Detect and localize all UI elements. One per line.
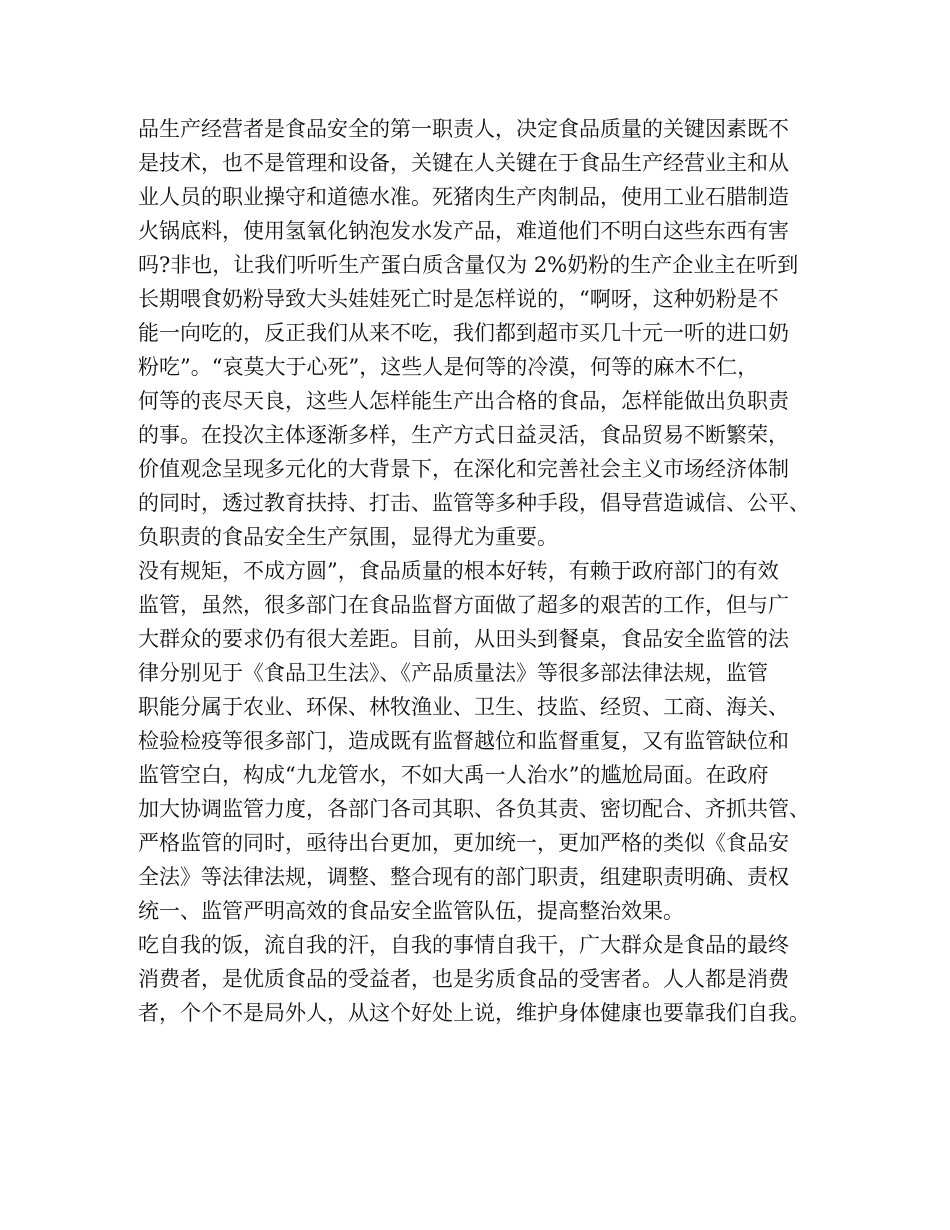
text-line: 吗?非也，让我们听听生产蛋白质含量仅为 2%奶粉的生产企业主在听到 (138, 253, 799, 277)
text-line: 律分别见于《食品卫生法》、《产品质量法》等很多部法律法规，监管 (138, 661, 768, 685)
text-line: 没有规矩，不成方圆”，食品质量的根本好转，有赖于政府部门的有效 (138, 559, 779, 583)
text-line: 是技术，也不是管理和设备，关键在人关键在于食品生产经营业主和从 (138, 151, 789, 175)
text-line: 的事。在投次主体逐渐多样，生产方式日益灵活，食品贸易不断繁荣， (138, 423, 789, 447)
text-line: 检验检疫等很多部门，造成既有监督越位和监督重复，又有监管缺位和 (138, 729, 789, 753)
document-body (138, 112, 828, 1030)
text-line: 全法》等法律法规，调整、整合现有的部门职责，组建职责明确、责权 (138, 865, 789, 889)
text-line: 职能分属于农业、环保、林牧渔业、卫生、技监、经贸、工商、海关、 (138, 695, 789, 719)
text-line: 火锅底料，使用氢氧化钠泡发水发产品，难道他们不明白这些东西有害 (138, 219, 789, 243)
text-line: 大群众的要求仍有很大差距。目前，从田头到餐桌，食品安全监管的法 (138, 627, 789, 651)
text-line: 品生产经营者是食品安全的第一职责人，决定食品质量的关键因素既不 (138, 117, 789, 141)
text-line: 能一向吃的，反正我们从来不吃，我们都到超市买几十元一听的进口奶 (138, 321, 789, 345)
paragraph-2 (138, 554, 828, 928)
paragraph-3 (138, 928, 828, 1030)
text-line: 价值观念呈现多元化的大背景下，在深化和完善社会主义市场经济体制 (138, 457, 789, 481)
text-line: 业人员的职业操守和道德水准。死猪肉生产肉制品，使用工业石腊制造 (138, 185, 789, 209)
text-line: 何等的丧尽天良，这些人怎样能生产出合格的食品，怎样能做出负职责 (138, 389, 789, 413)
text-line: 的同时，透过教育扶持、打击、监管等多种手段，倡导营造诚信、公平、 (138, 491, 810, 515)
text-line: 者，个个不是局外人，从这个好处上说，维护身体健康也要靠我们自我。 (138, 1001, 810, 1025)
text-line: 消费者，是优质食品的受益者，也是劣质食品的受害者。人人都是消费 (138, 967, 789, 991)
text-line: 统一、监管严明高效的食品安全监管队伍，提高整治效果。 (138, 899, 684, 923)
paragraph-1 (138, 112, 828, 554)
text-line: 长期喂食奶粉导致大头娃娃死亡时是怎样说的，“啊呀，这种奶粉是不 (138, 287, 779, 311)
text-line: 严格监管的同时，亟待出台更加，更加统一，更加严格的类似《食品安 (138, 831, 789, 855)
text-line: 监管空白，构成“九龙管水，不如大禹一人治水”的尴尬局面。在政府 (138, 763, 769, 787)
text-line: 监管，虽然，很多部门在食品监督方面做了超多的艰苦的工作，但与广 (138, 593, 789, 617)
text-line: 粉吃”。“哀莫大于心死”，这些人是何等的冷漠，何等的麻木不仁， (138, 355, 759, 379)
text-line: 吃自我的饭，流自我的汗，自我的事情自我干，广大群众是食品的最终 (138, 933, 789, 957)
text-line: 负职责的食品安全生产氛围，显得尤为重要。 (138, 525, 558, 549)
text-line: 加大协调监管力度，各部门各司其职、各负其责、密切配合、齐抓共管、 (138, 797, 810, 821)
